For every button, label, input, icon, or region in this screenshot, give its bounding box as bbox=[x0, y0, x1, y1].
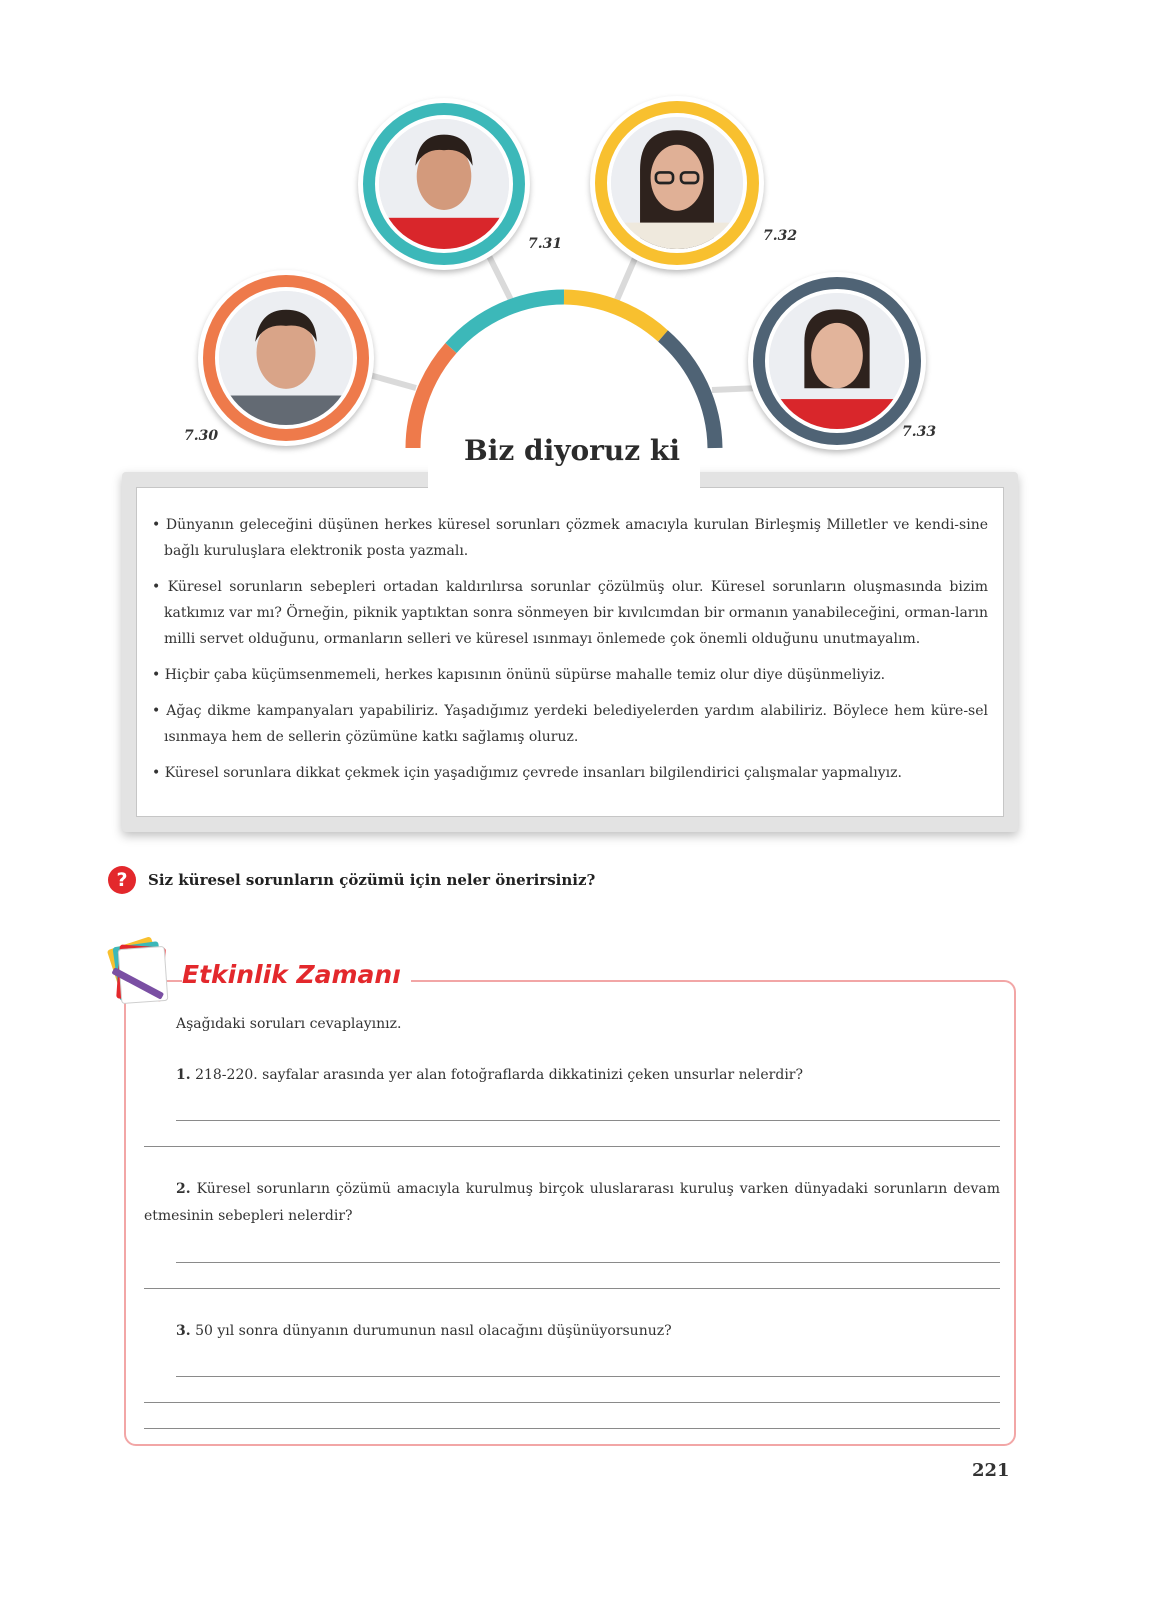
activity-question-1 bbox=[176, 1062, 1000, 1089]
connector-line bbox=[488, 254, 512, 302]
question-text: Küresel sorunların çözümü amacıyla kurulmuş birçok uluslararası kuruluş varken dünyadaki sorunların devam etmesinin sebepleri nelerdir? bbox=[144, 1181, 1000, 1224]
student-portrait bbox=[379, 119, 509, 249]
page-number: 221 bbox=[972, 1460, 1010, 1481]
hub-title: Biz diyoruz ki bbox=[464, 434, 680, 467]
opinion-item: • Küresel sorunların sebepleri ortadan kaldırılırsa sorunlar çözülmüş olur. Küresel sorunların oluşmasında bizim katkımız var mı? Örneğin, piknik yaptıktan sonra sönmeyen bir kıvılcımdan bir ormanın yanabileceğini, orman-ların milli servet olduğunu, ormanların selleri ve küresel ısınmayı önlemede çok önemli olduğunu unutmayalım. bbox=[152, 579, 988, 647]
question-icon: ? bbox=[108, 866, 136, 894]
answer-line[interactable] bbox=[176, 1262, 1000, 1263]
photo-7-30 bbox=[198, 270, 374, 446]
opinions-list bbox=[152, 512, 988, 796]
answer-line[interactable] bbox=[144, 1146, 1000, 1147]
question-text: 50 yıl sonra dünyanın durumunun nasıl olacağını düşünüyorsunuz? bbox=[195, 1323, 672, 1339]
connector-line bbox=[616, 256, 636, 302]
photo-7-31 bbox=[358, 98, 530, 270]
student-portrait bbox=[219, 291, 353, 425]
opinion-item: • Hiçbir çaba küçümsenmemeli, herkes kapısının önünü süpürse mahalle temiz olur diye düşünmeliyiz. bbox=[152, 667, 886, 683]
papers-pencil-icon bbox=[100, 932, 180, 1012]
discussion-question-text: Siz küresel sorunların çözümü için neler önerirsiniz? bbox=[148, 871, 596, 889]
answer-line[interactable] bbox=[144, 1428, 1000, 1429]
student-portrait bbox=[611, 117, 743, 249]
activity-title: Etkinlik Zamanı bbox=[182, 960, 411, 989]
question-text: 218-220. sayfalar arasında yer alan fotoğraflarda dikkatinizi çeken unsurlar nelerdir? bbox=[195, 1067, 803, 1083]
answer-line[interactable] bbox=[176, 1376, 1000, 1377]
answer-line[interactable] bbox=[176, 1120, 1000, 1121]
figure-label: 7.30 bbox=[184, 428, 219, 444]
opinion-item: • Dünyanın geleceğini düşünen herkes küresel sorunları çözmek amacıyla kurulan Birleşmiş Milletler ve kendi-sine bağlı kuruluşlara elektronik posta yazmalı. bbox=[152, 517, 988, 559]
discussion-question bbox=[108, 866, 595, 894]
photo-7-32 bbox=[590, 96, 764, 270]
opinion-item: • Küresel sorunlara dikkat çekmek için yaşadığımız çevrede insanları bilgilendirici çalışmalar yapmalıyız. bbox=[152, 765, 902, 781]
answer-line[interactable] bbox=[144, 1288, 1000, 1289]
question-number: 1. bbox=[176, 1067, 191, 1083]
question-number: 2. bbox=[176, 1181, 191, 1197]
question-number: 3. bbox=[176, 1323, 191, 1339]
photo-7-33 bbox=[748, 272, 926, 450]
connector-line bbox=[366, 374, 416, 388]
student-portrait bbox=[769, 293, 905, 429]
figure-label: 7.33 bbox=[902, 424, 937, 440]
activity-question-3 bbox=[176, 1318, 1000, 1345]
figure-label: 7.31 bbox=[528, 236, 563, 252]
answer-line[interactable] bbox=[144, 1402, 1000, 1403]
opinion-item: • Ağaç dikme kampanyaları yapabiliriz. Yaşadığımız yerdeki belediyelerden yardım alabiliriz. Böylece hem küre-sel ısınmaya hem de sellerin çözümüne katkı sağlamış oluruz. bbox=[152, 703, 988, 745]
activity-intro: Aşağıdaki soruları cevaplayınız. bbox=[176, 1016, 402, 1032]
figure-label: 7.32 bbox=[763, 228, 798, 244]
activity-question-2 bbox=[144, 1176, 1000, 1230]
